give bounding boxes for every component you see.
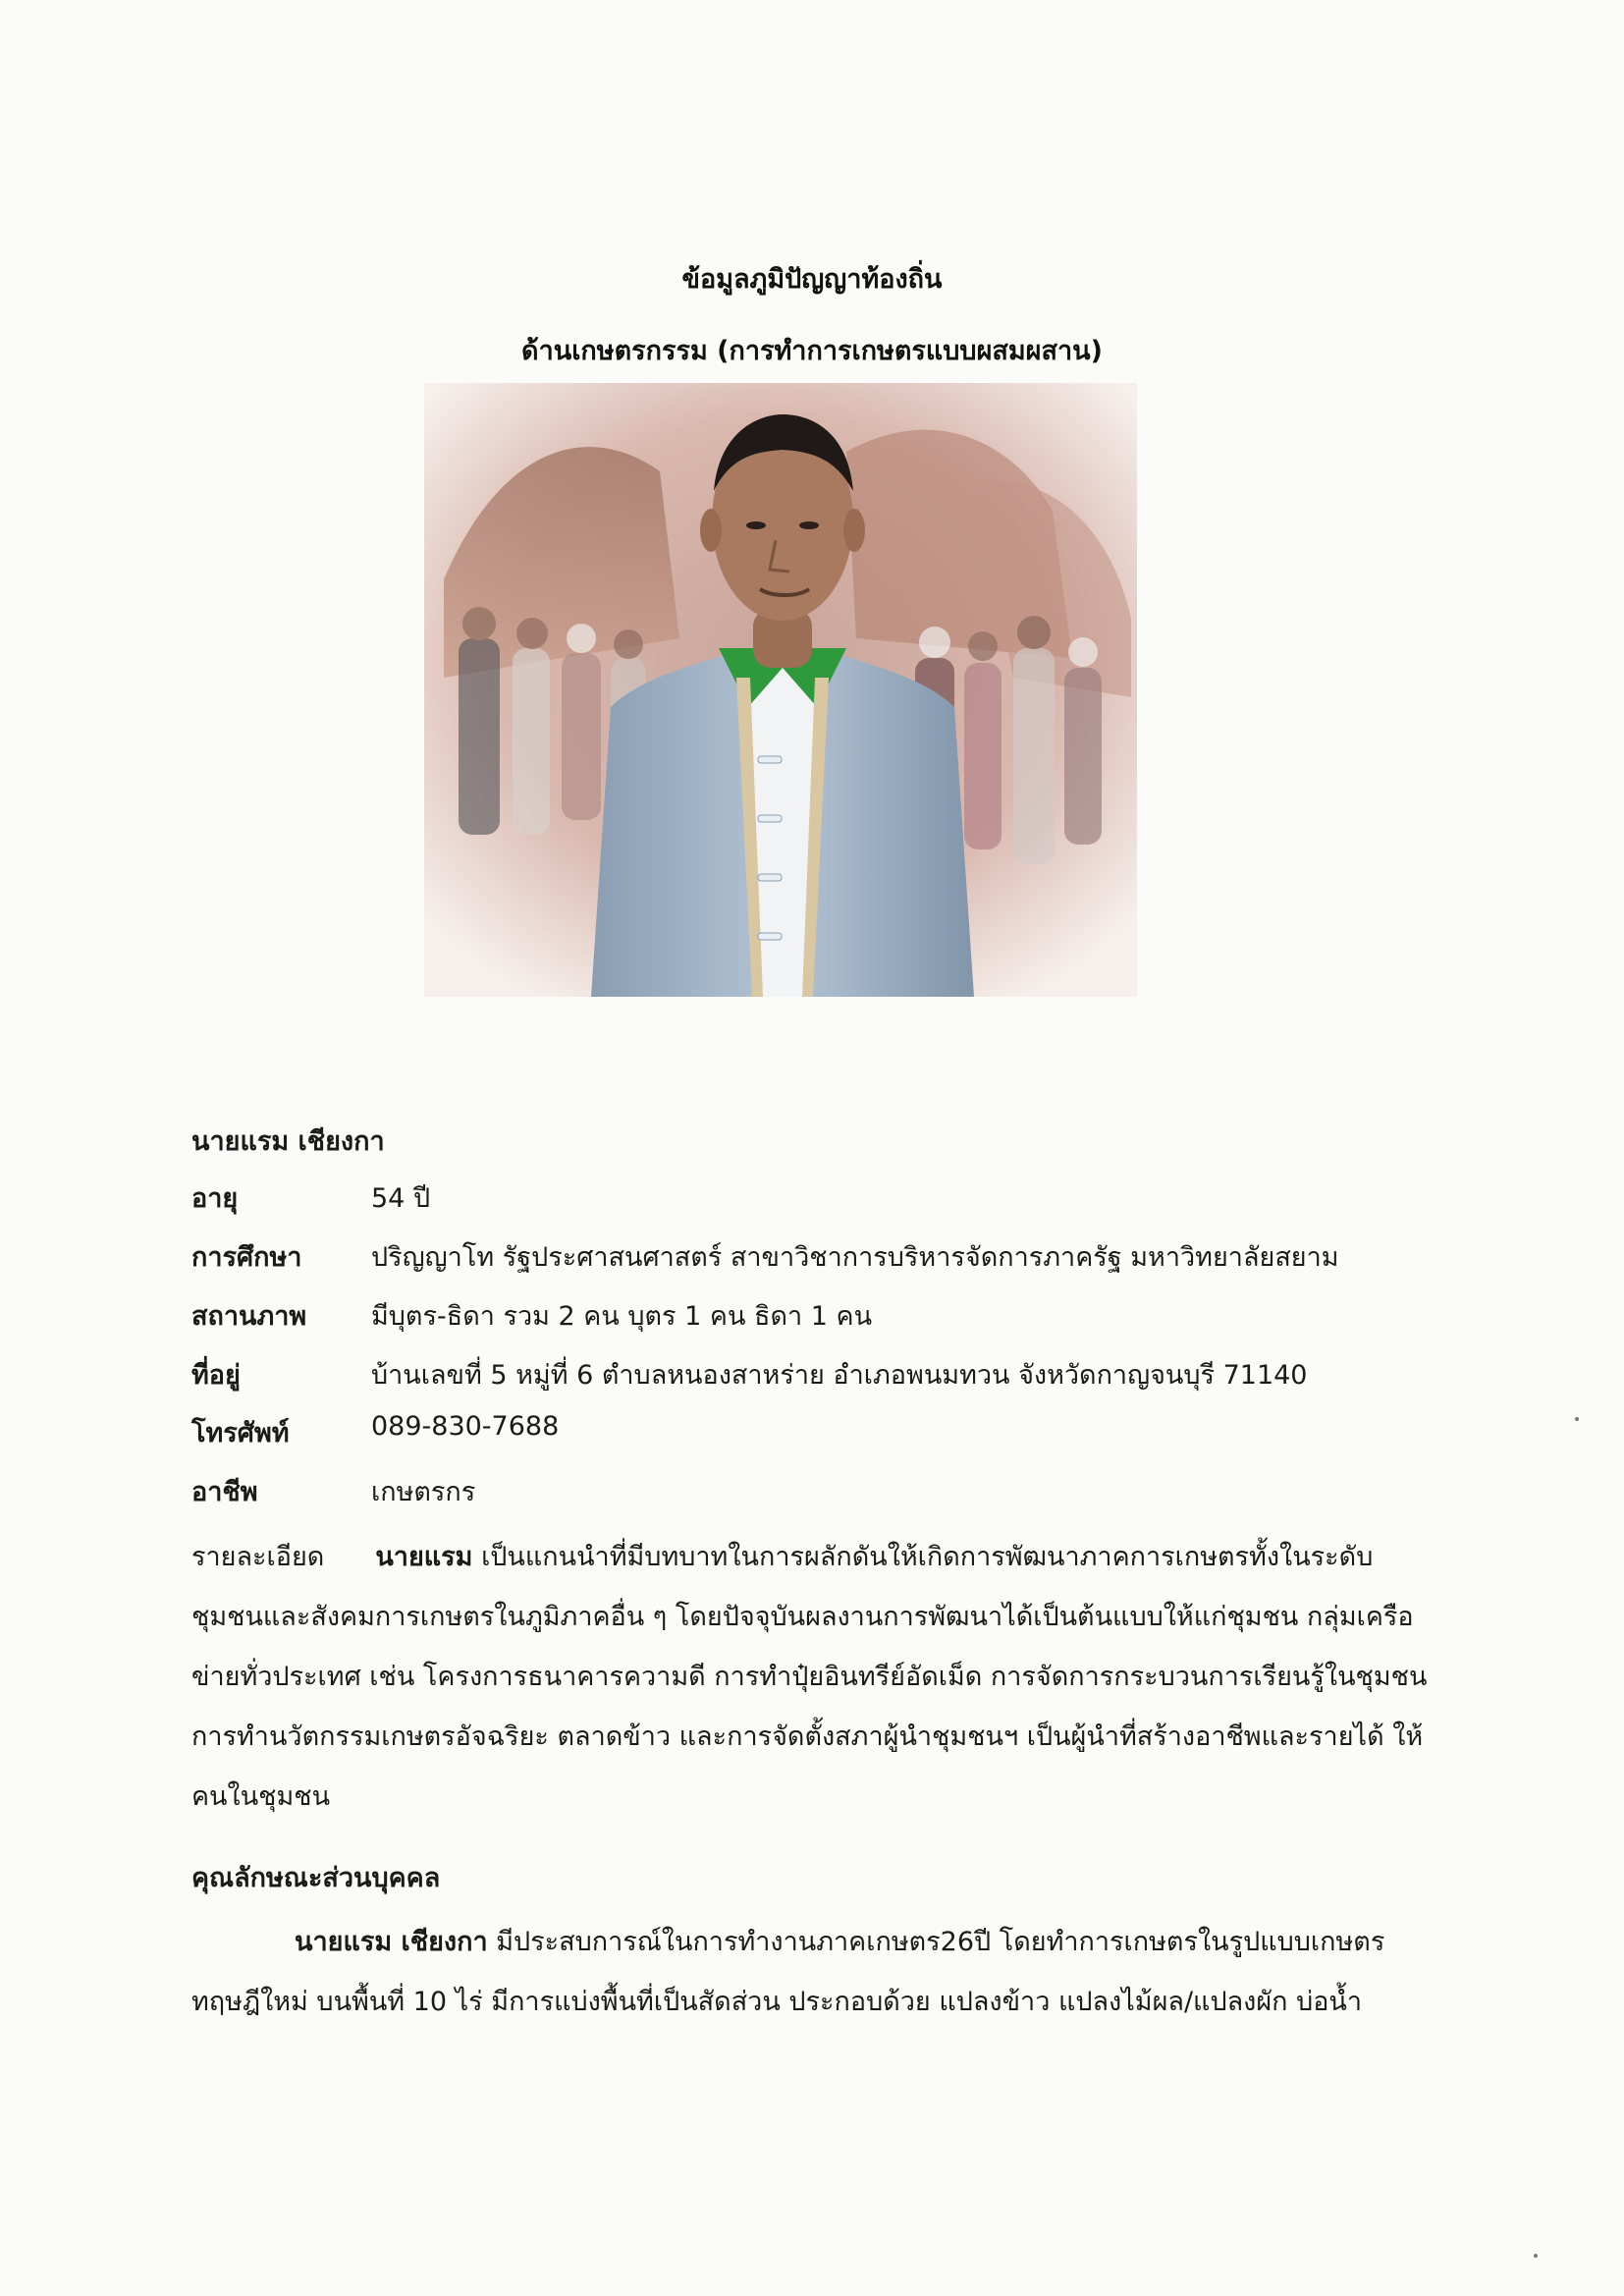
- info-label: อาชีพ: [191, 1477, 258, 1507]
- traits-paragraph: [191, 1912, 1443, 2032]
- info-label: ที่อยู่: [191, 1360, 241, 1391]
- detail-text: เป็นแกนนำที่มีบทบาทในการผลักดันให้เกิดการพัฒนาภาคการเกษตรทั้งในระดับชุมชนและสังคมการเกษตรในภูมิภาคอื่น ๆ โดยปัจจุบันผลงานการพัฒนาได้เป็นต้นแบบให้แก่ชุมชน กลุ่มเครือข่ายทั่วประเทศ เช่น โครงการธนาคารความดี การทำปุ๋ยอินทรีย์อัดเม็ด การจัดการกระบวนการเรียนรู้ในชุมชน การทำนวัตกรรมเกษตรอัจฉริยะ ตลาดข้าว และการจัดตั้งสภาผู้นำชุมชนฯ เป็นผู้นำที่สร้างอาชีพและรายได้ ให้คนในชุมชน: [191, 1542, 1428, 1812]
- info-value: ปริญญาโท รัฐประศาสนศาสตร์ สาขาวิชาการบริหารจัดการภาครัฐ มหาวิทยาลัยสยาม: [371, 1242, 1339, 1273]
- info-label: อายุ: [191, 1183, 239, 1214]
- detail-lead-name: นายแรม: [375, 1542, 473, 1572]
- info-row-status: [191, 1294, 1468, 1334]
- document-title: ข้อมูลภูมิปัญญาท้องถิ่น: [681, 264, 943, 295]
- portrait-photo: [424, 383, 1137, 997]
- info-row-age: [191, 1176, 1468, 1216]
- scan-speck: [1534, 2254, 1538, 2258]
- info-label: โทรศัพท์: [191, 1418, 290, 1449]
- info-row-phone: [191, 1411, 1468, 1450]
- info-value: มีบุตร-ธิดา รวม 2 คน บุตร 1 คน ธิดา 1 คน: [371, 1301, 873, 1332]
- traits-lead-name: นายแรม เชียงกา: [295, 1927, 488, 1957]
- section-heading-traits: คุณลักษณะส่วนบุคคล: [191, 1863, 441, 1893]
- info-label: การศึกษา: [191, 1242, 302, 1273]
- info-row-occupation: [191, 1470, 1468, 1509]
- info-value: เกษตรกร: [371, 1477, 476, 1507]
- detail-paragraph: [191, 1527, 1443, 1827]
- portrait-illustration: [424, 383, 1137, 997]
- info-value: บ้านเลขที่ 5 หมู่ที่ 6 ตำบลหนองสาหร่าย อำเภอพนมทวน จังหวัดกาญจนบุรี 71140: [371, 1360, 1308, 1391]
- person-name: นายแรม เชียงกา: [191, 1126, 385, 1157]
- detail-label: รายละเอียด: [191, 1542, 325, 1572]
- info-value: 089-830-7688: [371, 1411, 560, 1442]
- info-value: 54 ปี: [371, 1183, 431, 1214]
- traits-text: มีประสบการณ์ในการทำงานภาคเกษตร26ปี โดยทำการเกษตรในรูปแบบเกษตรทฤษฎีใหม่ บนพื้นที่ 10 ไร่ มีการแบ่งพื้นที่เป็นสัดส่วน ประกอบด้วย แปลงข้าว แปลงไม้ผล/แปลงผัก บ่อน้ำ: [191, 1927, 1385, 2017]
- info-row-education: [191, 1235, 1468, 1275]
- info-label: สถานภาพ: [191, 1301, 307, 1332]
- info-row-address: [191, 1353, 1468, 1393]
- document-subtitle: ด้านเกษตรกรรม (การทำการเกษตรแบบผสมผสาน): [521, 336, 1103, 366]
- scan-speck: [1575, 1417, 1579, 1421]
